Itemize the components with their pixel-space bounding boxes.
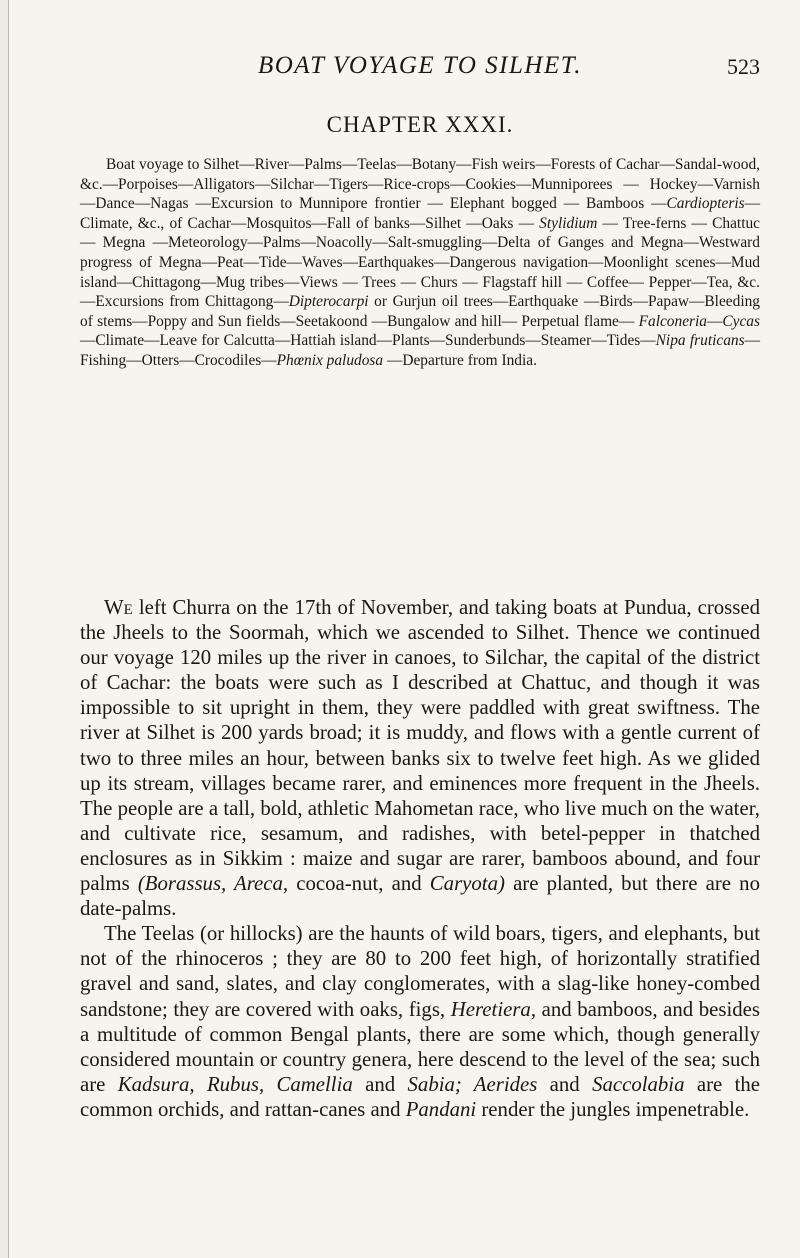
running-head — [80, 52, 760, 82]
chapter-summary — [80, 155, 760, 371]
chapter-title: CHAPTER XXXI. — [326, 112, 514, 137]
book-gutter — [0, 0, 9, 1258]
summary-text: Boat voyage to Silhet—River—Palms—Teelas—Botany—Fish weirs—Forests of Cachar—Sandal-wood, &c.—Porpoises—Alligators—Silchar—Tigers—Rice-crops—Cookies—Munniporees — Hockey—Varnish—Dance—Nagas —Excursion to Munnipore frontier — Elephant bogged — Bamboos —Cardiopteris—Climate, &c., of Cachar—Mosquitos—Fall of banks—Silhet —Oaks — Stylidium — Tree-ferns — Chattuc — Megna —Meteorology—Palms—Noacolly—Salt-smuggling—Delta of Ganges and Megna—Westward progress of Megna—Peat—Tide—Waves—Earthquakes—Dangerous navigation—Moonlight scenes—Mud island—Chittagong—Mug tribes—Views — Trees — Churs — Flagstaff hill — Coffee— Pepper—Tea, &c. —Excursions from Chittagong—Dipterocarpi or Gurjun oil trees—Earthquake —Birds—Papaw—Bleeding of stems—Poppy and Sun fields—Seetakoond —Bungalow and hill— Perpetual flame— Falconeria—Cycas —Climate—Leave for Calcutta—Hattiah island—Plants—Sunderbunds—Steamer—Tides—Nipa fruticans—Fishing—Otters—Crocodiles—Phœnix paludosa —Departure from India. — [80, 156, 760, 369]
page-number: 523 — [727, 54, 760, 79]
opening-word: We — [104, 596, 133, 619]
paragraph-1: We left Churra on the 17th of November, and taking boats at Pundua, crossed the Jheels to the Soormah, which we ascended to Silhet. Thence we continued our voyage 120 miles up the river in canoes, to Silchar, the capital of the district of Cachar: the boats were such as I described at Chattuc, and though it was impossible to sit upright in them, they were paddled with great swiftness. The river at Silhet is 200 yards broad; it is muddy, and flows with a gentle current of two to three miles an hour, between banks six to twelve feet high. As we glided up its stream, villages became rarer, and eminences more frequent in the Jheels. The people are a tall, bold, athletic Mahometan race, who live much on the water, and cultivate rice, sesamum, and radishes, with betel-pepper in thatched enclosures as in Sikkim : maize and sugar are rarer, bamboos abound, and four palms (Borassus, Areca, cocoa-nut, and Caryota) are planted, but there are no date-palms. — [80, 596, 760, 921]
paragraph-2: The Teelas (or hillocks) are the haunts of wild boars, tigers, and elephants, but not of the rhinoceros ; they are 80 to 200 feet high, of horizontally stratified gravel and sand, slates, and clay conglomerates, with a slag-like honey-combed sandstone; they are covered with oaks, figs, Heretiera, and bamboos, and besides a multitude of common Bengal plants, there are some which, though generally considered mountain or country genera, here descend to the level of the sea; such are Kadsura, Rubus, Camellia and Sabia; Aerides and Saccolabia are the common orchids, and rattan-canes and Pandani render the jungles impenetrable. — [80, 922, 761, 1121]
running-title: BOAT VOYAGE TO SILHET. — [257, 52, 583, 79]
body-text — [80, 595, 760, 1122]
